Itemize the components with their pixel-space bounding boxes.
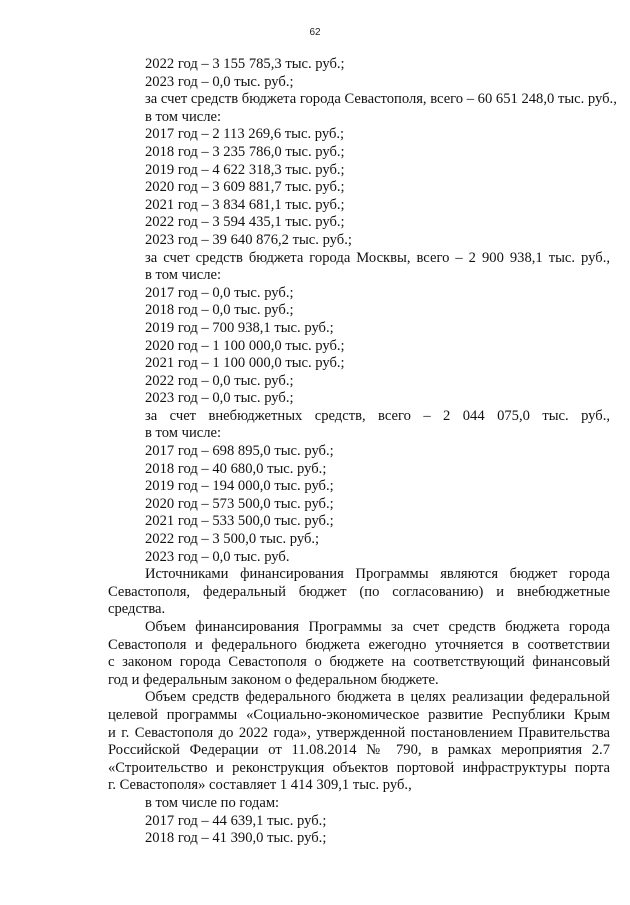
text-line: 2020 год – 573 500,0 тыс. руб.; [145, 495, 334, 512]
text-line: 2019 год – 4 622 318,3 тыс. руб.; [145, 161, 345, 178]
text-line: 2023 год – 0,0 тыс. руб.; [145, 390, 294, 407]
text-line: за счет внебюджетных средств, всего – 2 044 075,0 тыс. руб., [145, 407, 610, 424]
text-line: 2022 год – 0,0 тыс. руб.; [145, 372, 294, 389]
text-line: 2022 год – 3 500,0 тыс. руб.; [145, 531, 320, 548]
paragraph-funding-sources [108, 566, 610, 619]
text-line: 2020 год – 1 100 000,0 тыс. руб.; [145, 337, 345, 354]
text-line: 2023 год – 39 640 876,2 тыс. руб.; [145, 231, 352, 248]
text-line: 2018 год – 41 390,0 тыс. руб.; [145, 830, 327, 847]
text-line: за счет средств бюджета города Москвы, всего – 2 900 938,1 тыс. руб., [145, 249, 610, 266]
text-line: 2017 год – 0,0 тыс. руб.; [145, 284, 294, 301]
text-line: 2021 год – 533 500,0 тыс. руб.; [145, 513, 334, 530]
paragraph-line: Севастополя, федеральный бюджет (по согласованию) и внебюджетные [108, 583, 610, 600]
paragraph-line: средства. [108, 601, 166, 618]
text-line: 2018 год – 0,0 тыс. руб.; [145, 302, 294, 319]
text-line: 2020 год – 3 609 881,7 тыс. руб.; [145, 179, 345, 196]
text-line: в том числе: [145, 425, 222, 442]
text-line: 2017 год – 44 639,1 тыс. руб.; [145, 812, 327, 829]
paragraph-line: Объем средств федерального бюджета в целях реализации федеральной [145, 689, 610, 706]
text-line: в том числе: [145, 267, 222, 284]
text-line: 2021 год – 3 834 681,1 тыс. руб.; [145, 196, 345, 213]
text-line: 2018 год – 40 680,0 тыс. руб.; [145, 460, 327, 477]
paragraph-line: Источниками финансирования Программы являются бюджет города [145, 566, 610, 583]
paragraph-federal-budget [108, 689, 610, 795]
paragraph-line: и г. Севастополя до 2022 года», утвержденной постановлением Правительства [108, 724, 610, 741]
paragraph-funding-volume [108, 619, 610, 689]
text-line: 2023 год – 0,0 тыс. руб. [145, 548, 290, 565]
text-line: в том числе по годам: [145, 794, 280, 811]
page-number: 62 [309, 27, 321, 38]
document-body [108, 56, 617, 848]
paragraph-line: с законом города Севастополя о бюджете на соответствующий финансовый [108, 654, 610, 671]
text-line: 2018 год – 3 235 786,0 тыс. руб.; [145, 143, 345, 160]
text-line: в том числе: [145, 108, 222, 125]
paragraph-line: целевой программы «Социально-экономическое развитие Республики Крым [108, 706, 610, 723]
paragraph-line: Объем финансирования Программы за счет средств бюджета города [145, 619, 610, 635]
text-line: 2019 год – 700 938,1 тыс. руб.; [145, 319, 334, 336]
text-line: за счет средств бюджета города Севастополя, всего – 60 651 248,0 тыс. руб., [145, 91, 617, 108]
paragraph-line: год и федеральным законом о федеральном бюджете. [108, 671, 439, 688]
paragraph-line: «Строительство и реконструкция объектов портовой инфраструктуры порта [108, 759, 610, 776]
paragraph-line: Севастополя и федерального бюджета ежегодно уточняется в соответствии [108, 636, 610, 653]
paragraph-line: г. Севастополя» составляет 1 414 309,1 тыс. руб., [108, 777, 412, 794]
text-line: 2021 год – 1 100 000,0 тыс. руб.; [145, 355, 345, 372]
text-line: 2017 год – 698 895,0 тыс. руб.; [145, 443, 334, 460]
text-line: 2022 год – 3 155 785,3 тыс. руб.; [145, 56, 345, 72]
text-line: 2022 год – 3 594 435,1 тыс. руб.; [145, 214, 345, 231]
text-line: 2017 год – 2 113 269,6 тыс. руб.; [145, 126, 345, 143]
paragraph-line: Российской Федерации от 11.08.2014 № 790, в рамках мероприятия 2.7 [108, 742, 610, 759]
text-line: 2019 год – 194 000,0 тыс. руб.; [145, 478, 334, 495]
text-line: 2023 год – 0,0 тыс. руб.; [145, 73, 294, 90]
